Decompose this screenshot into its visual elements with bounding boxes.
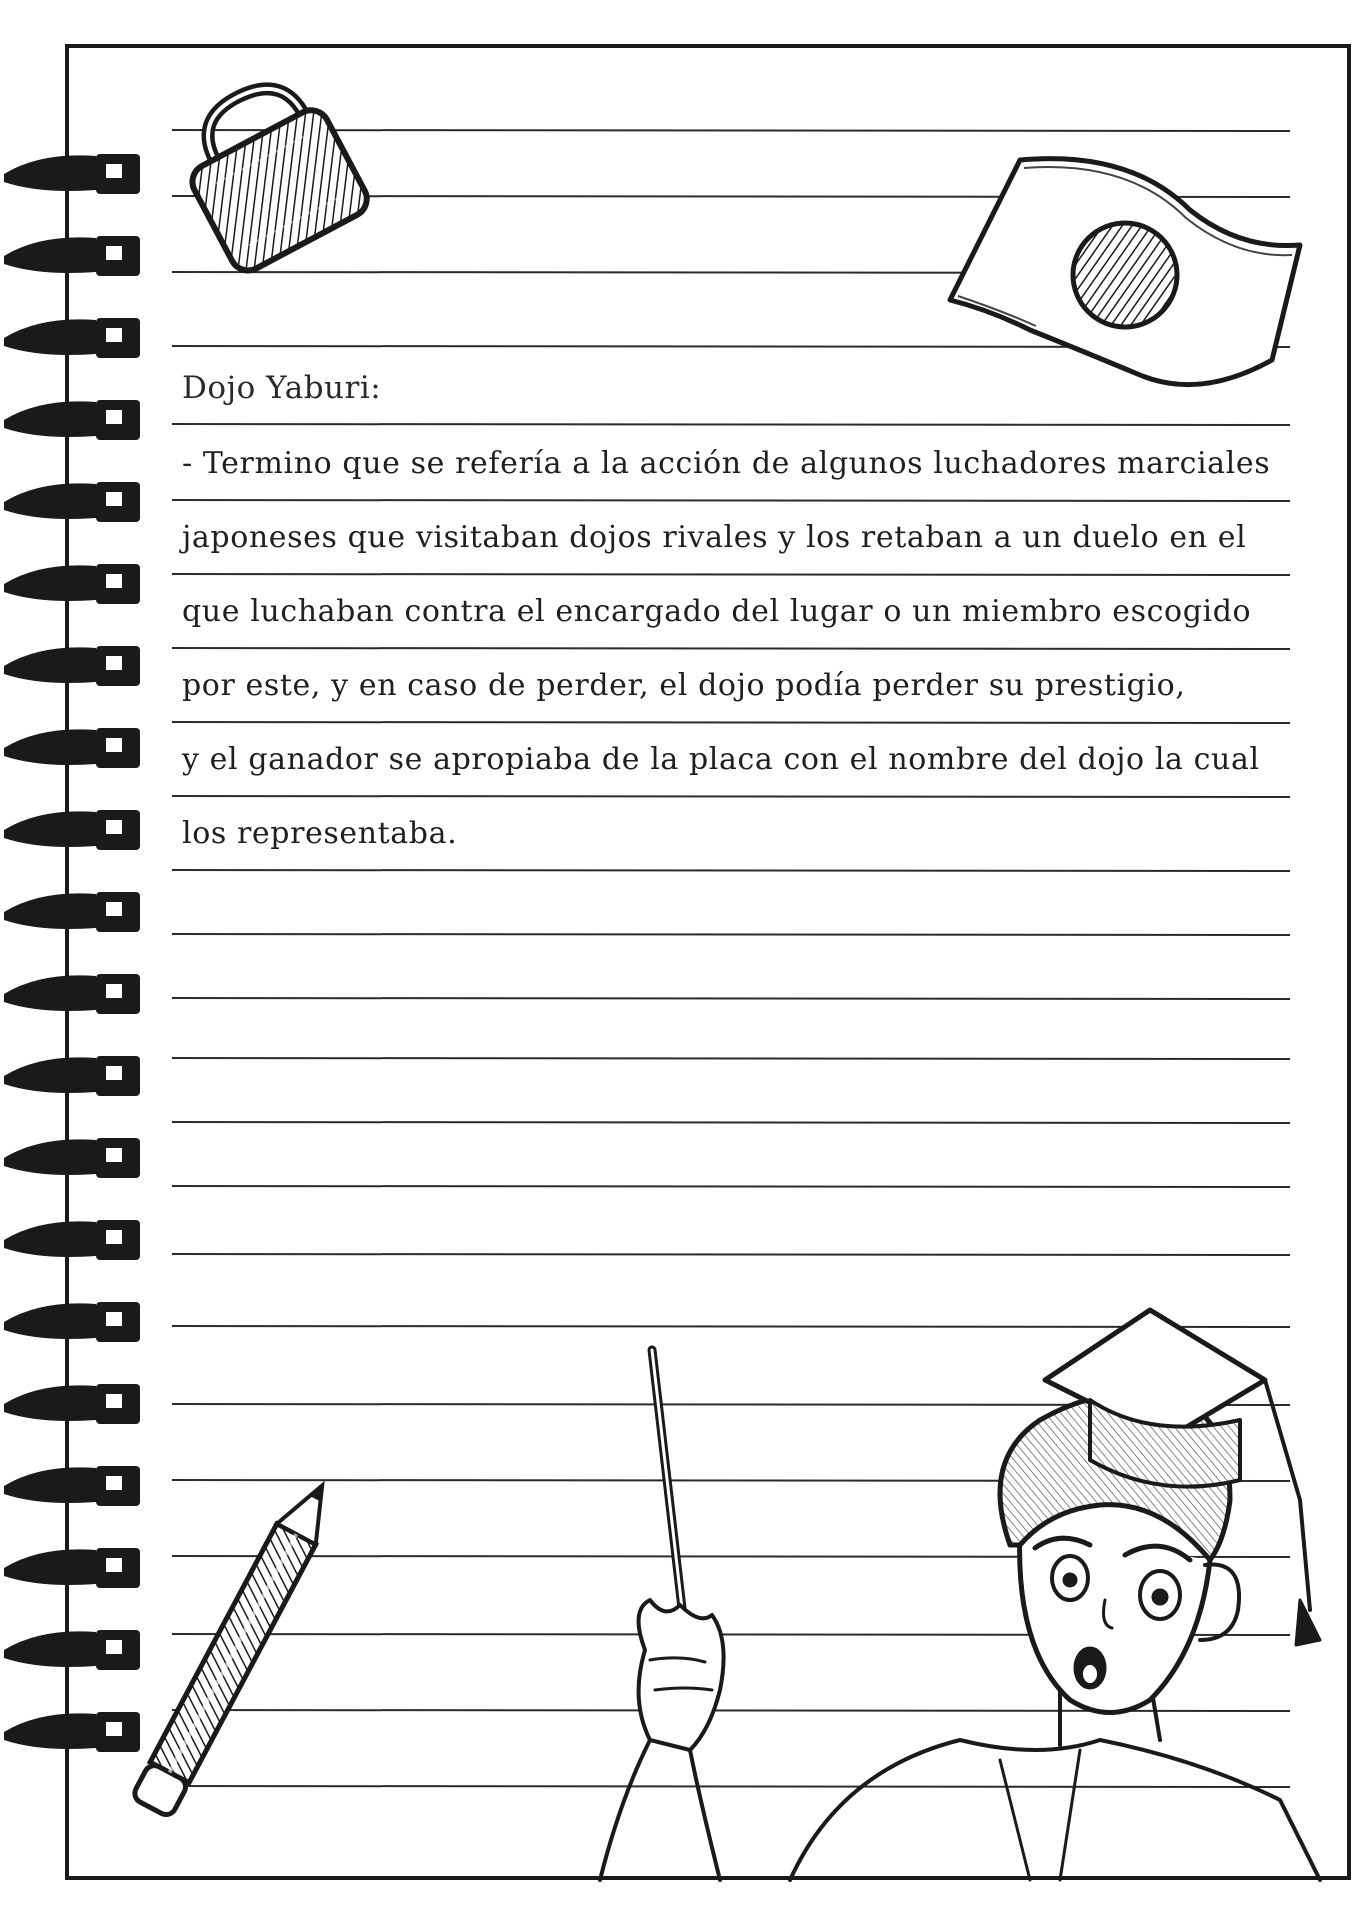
- ruled-line: [172, 648, 1290, 649]
- ruled-line: [172, 424, 1290, 425]
- note-title: Dojo Yaburi:: [182, 370, 382, 406]
- spiral-ring: [4, 728, 140, 768]
- ruled-line: [172, 934, 1290, 935]
- spiral-ring: [4, 236, 140, 276]
- spiral-ring: [4, 1712, 140, 1752]
- pencil-sketch-icon: [131, 1473, 343, 1819]
- spiral-ring: [4, 810, 140, 850]
- spiral-ring: [4, 400, 140, 440]
- spiral-ring: [4, 646, 140, 686]
- spiral-ring: [4, 1384, 140, 1424]
- note-line: y el ganador se apropiaba de la placa con el nombre del dojo la cual: [182, 742, 1260, 777]
- note-line: - Termino que se refería a la acción de algunos luchadores marciales: [182, 446, 1271, 481]
- note-line: que luchaban contra el encargado del lugar o un miembro escogido: [182, 594, 1252, 629]
- ruled-line: [172, 998, 1290, 999]
- ruled-line: [172, 722, 1290, 723]
- spiral-ring: [4, 1302, 140, 1342]
- spiral-ring: [4, 974, 140, 1014]
- note-line: los representaba.: [182, 816, 458, 851]
- spiral-ring: [4, 1138, 140, 1178]
- note-line: por este, y en caso de perder, el dojo podía perder su prestigio,: [182, 668, 1186, 703]
- spiral-ring: [4, 892, 140, 932]
- ruled-line: [172, 1254, 1290, 1255]
- spiral-ring: [4, 318, 140, 358]
- ruled-line: [172, 1786, 1290, 1787]
- ruled-line: [172, 1122, 1290, 1123]
- spiral-ring: [4, 1548, 140, 1588]
- padlock-sketch-icon: [165, 65, 373, 277]
- spiral-binding: [4, 154, 140, 1752]
- ruled-line: [172, 796, 1290, 797]
- ruled-line: [172, 574, 1290, 575]
- ruled-line: [172, 1058, 1290, 1059]
- graduate-teacher-with-pointer-sketch: [600, 1310, 1320, 1880]
- spiral-ring: [4, 154, 140, 194]
- ruled-line: [172, 1186, 1290, 1187]
- note-line: japoneses que visitaban dojos rivales y los retaban a un duelo en el: [182, 520, 1247, 555]
- japan-flag-sketch-icon: [950, 159, 1300, 385]
- spiral-ring: [4, 482, 140, 522]
- spiral-ring: [4, 1220, 140, 1260]
- spiral-ring: [4, 564, 140, 604]
- spiral-ring: [4, 1056, 140, 1096]
- spiral-ring: [4, 1630, 140, 1670]
- ruled-line: [172, 130, 1290, 131]
- spiral-ring: [4, 1466, 140, 1506]
- ruled-line: [172, 500, 1290, 501]
- ruled-line: [172, 870, 1290, 871]
